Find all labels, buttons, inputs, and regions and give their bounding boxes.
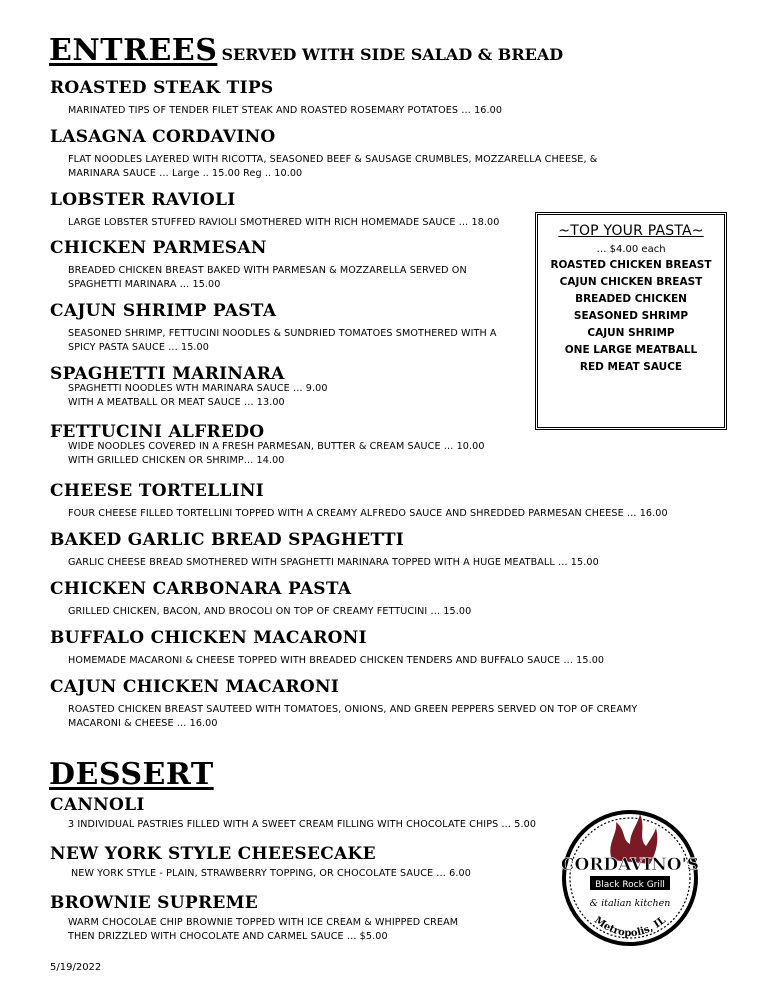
menu-item-description: NEW YORK STYLE - PLAIN, STRAWBERRY TOPPING, OR CHOCOLATE SAUCE … 6.00 bbox=[71, 868, 471, 879]
topping-item: SEASONED SHRIMP bbox=[573, 310, 689, 322]
topping-item: ONE LARGE MEATBALL bbox=[564, 344, 698, 356]
menu-item-description: MARINARA SAUCE … Large .. 15.00 Reg .. 10.00 bbox=[68, 168, 303, 179]
topping-item: BREADED CHICKEN bbox=[575, 293, 687, 305]
menu-item-description: SPICY PASTA SAUCE … 15.00 bbox=[68, 342, 209, 353]
topping-item: CAJUN SHRIMP bbox=[587, 327, 675, 339]
logo-city-path: Metropolis, IL bbox=[592, 914, 668, 940]
menu-item-description: WITH GRILLED CHICKEN OR SHRIMP… 14.00 bbox=[68, 455, 285, 466]
menu-item-description: SPAGHETTI MARINARA … 15.00 bbox=[68, 279, 221, 290]
menu-item-name: BAKED GARLIC BREAD SPAGHETTI bbox=[50, 530, 405, 550]
menu-item-description: BREADED CHICKEN BREAST BAKED WITH PARMESAN & MOZZARELLA SERVED ON bbox=[68, 265, 467, 276]
menu-item-name: NEW YORK STYLE CHEESECAKE bbox=[50, 844, 376, 864]
logo-line3: & italian kitchen bbox=[589, 898, 671, 909]
dessert-title: DESSERT bbox=[49, 757, 214, 792]
print-date: 5/19/2022 bbox=[50, 962, 102, 973]
topping-item: CAJUN CHICKEN BREAST bbox=[559, 276, 703, 288]
topping-item: ROASTED CHICKEN BREAST bbox=[550, 259, 712, 271]
menu-item-description: GARLIC CHEESE BREAD SMOTHERED WITH SPAGHETTI MARINARA TOPPED WITH A HUGE MEATBALL … 15.00 bbox=[68, 557, 599, 568]
menu-item-name: LOBSTER RAVIOLI bbox=[50, 190, 236, 210]
menu-item-name: CAJUN SHRIMP PASTA bbox=[50, 301, 277, 321]
menu-item-description: GRILLED CHICKEN, BACON, AND BROCOLI ON TOP OF CREAMY FETTUCINI … 15.00 bbox=[68, 606, 472, 617]
entrees-title: ENTREES bbox=[49, 33, 218, 68]
menu-item-description: FLAT NOODLES LAYERED WITH RICOTTA, SEASONED BEEF & SAUSAGE CRUMBLES, MOZZARELLA CHEESE, & bbox=[68, 154, 598, 165]
menu-item-description: ROASTED CHICKEN BREAST SAUTEED WITH TOMATOES, ONIONS, AND GREEN PEPPERS SERVED ON TOP OF CREAMY bbox=[68, 704, 638, 715]
menu-item-name: CHEESE TORTELLINI bbox=[50, 481, 265, 501]
logo-line2: Black Rock Grill bbox=[595, 880, 665, 890]
cordavinos-logo bbox=[560, 800, 700, 970]
menu-item-description: LARGE LOBSTER STUFFED RAVIOLI SMOTHERED WITH RICH HOMEMADE SAUCE … 18.00 bbox=[68, 217, 500, 228]
toppings-list bbox=[538, 257, 724, 376]
menu-item-name: BROWNIE SUPREME bbox=[50, 893, 259, 913]
menu-item-description: MACARONI & CHEESE … 16.00 bbox=[68, 718, 218, 729]
menu-item-name: SPAGHETTI MARINARA bbox=[50, 364, 285, 384]
menu-item-description: SPAGHETTI NOODLES WTH MARINARA SAUCE … 9.00 bbox=[68, 383, 328, 394]
entrees-heading bbox=[49, 33, 564, 68]
entrees-subtitle: SERVED WITH SIDE SALAD & BREAD bbox=[221, 45, 564, 64]
menu-item-name: BUFFALO CHICKEN MACARONI bbox=[50, 628, 367, 648]
menu-item-description: MARINATED TIPS OF TENDER FILET STEAK AND ROASTED ROSEMARY POTATOES … 16.00 bbox=[68, 105, 503, 116]
menu-item-description: HOMEMADE MACARONI & CHEESE TOPPED WITH BREADED CHICKEN TENDERS AND BUFFALO SAUCE … 15.00 bbox=[68, 655, 605, 666]
menu-item-name: FETTUCINI ALFREDO bbox=[50, 422, 265, 442]
logo-name: CORDAVINO'S bbox=[560, 855, 700, 875]
menu-item-description: WIDE NOODLES COVERED IN A FRESH PARMESAN, BUTTER & CREAM SAUCE … 10.00 bbox=[68, 441, 485, 452]
top-your-pasta-box bbox=[535, 212, 727, 430]
topping-item: RED MEAT SAUCE bbox=[579, 361, 683, 373]
menu-item-description: THEN DRIZZLED WITH CHOCOLATE AND CARMEL SAUCE … $5.00 bbox=[68, 931, 388, 942]
menu-item-name: CANNOLI bbox=[50, 795, 145, 815]
menu-item-name: ROASTED STEAK TIPS bbox=[50, 78, 274, 98]
menu-item-description: 3 INDIVIDUAL PASTRIES FILLED WITH A SWEET CREAM FILLING WITH CHOCOLATE CHIPS … 5.00 bbox=[68, 819, 537, 830]
menu-item-name: CAJUN CHICKEN MACARONI bbox=[50, 677, 340, 697]
toppings-title: ~TOP YOUR PASTA~ bbox=[558, 223, 704, 239]
menu-item-name: CHICKEN CARBONARA PASTA bbox=[50, 579, 352, 599]
menu-item-name: CHICKEN PARMESAN bbox=[50, 238, 267, 258]
menu-item-description: WITH A MEATBALL OR MEAT SAUCE … 13.00 bbox=[68, 397, 285, 408]
menu-item-name: LASAGNA CORDAVINO bbox=[50, 127, 276, 147]
toppings-price: … $4.00 each bbox=[596, 244, 666, 255]
menu-item-description: SEASONED SHRIMP, FETTUCINI NOODLES & SUNDRIED TOMATOES SMOTHERED WITH A bbox=[68, 328, 497, 339]
menu-item-description: FOUR CHEESE FILLED TORTELLINI TOPPED WITH A CREAMY ALFREDO SAUCE AND SHREDDED PARMESAN CHEESE … 16.00 bbox=[68, 508, 668, 519]
menu-item-description: WARM CHOCOLAE CHIP BROWNIE TOPPED WITH ICE CREAM & WHIPPED CREAM bbox=[68, 917, 459, 928]
